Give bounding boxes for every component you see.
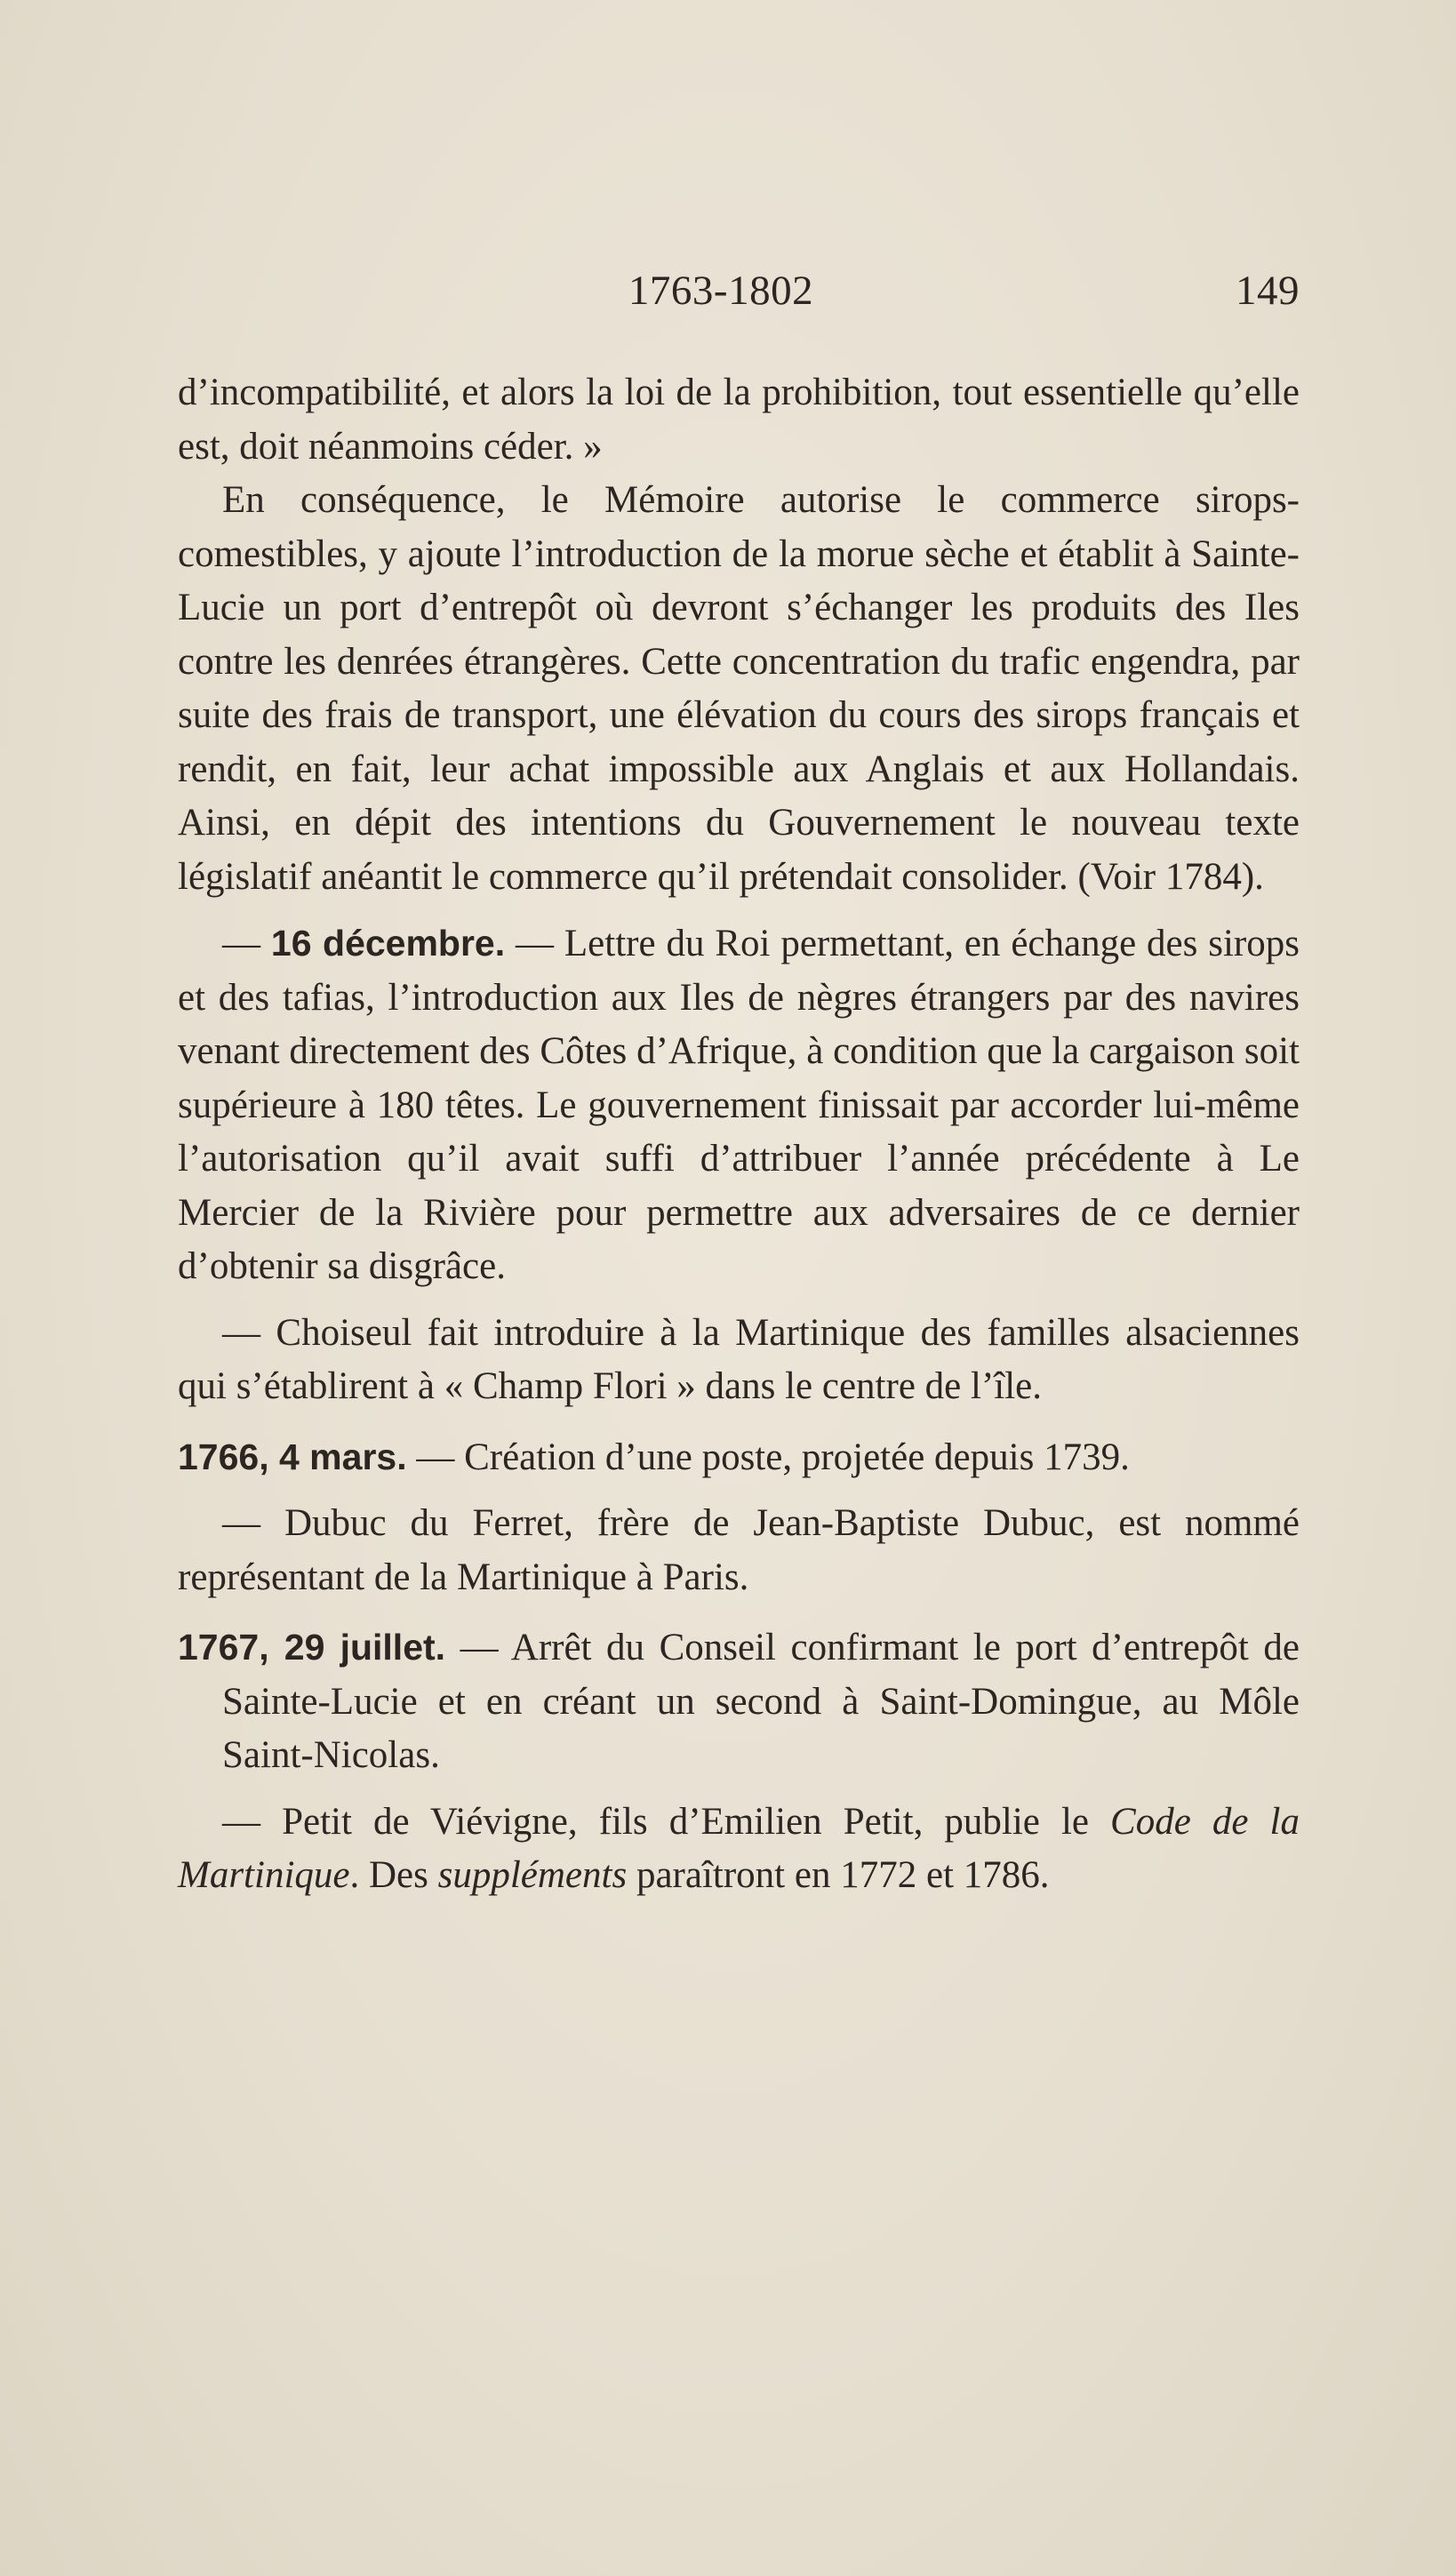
book-title-supplements: suppléments: [437, 1854, 628, 1896]
entry-dubuc: — Dubuc du Ferret, frère de Jean-Baptiste Dubuc, est nommé représentant de la Martinique à Paris.: [178, 1502, 1300, 1598]
paragraph-memoire: En conséquence, le Mémoire autorise le commerce sirops-comestibles, y ajoute l’introduction de la morue sèche et établit à Sainte-Lucie un port d’entrepôt où devront s’échanger les produits des Iles contre les denrées étrangères. Cette concentration du trafic engendra, par suite des frais de transport, une élévation du cours des sirops français et rendit, en fait, leur achat impossible aux Anglais et aux Hollandais. Ainsi, en dépit des intentions du Gouvernement le nouveau texte législatif anéantit le commerce qu’il prétendait consolider. (Voir 1784).: [178, 479, 1300, 898]
entry-dash: —: [222, 923, 271, 964]
book-title-code: Code de la Martinique: [178, 1800, 1300, 1896]
entry-choiseul: — Choiseul fait introduire à la Martinique des familles alsaciennes qui s’établirent à « Champ Flori » dans le centre de l’île.: [178, 1311, 1300, 1407]
book-page: [178, 267, 1300, 2311]
entry-date: 1766, 4 mars.: [178, 1436, 407, 1477]
body-text: [178, 366, 1300, 1903]
entry-date: 16 décembre.: [270, 923, 506, 964]
running-title: 1763-1802: [628, 268, 814, 314]
page-number: 149: [1236, 268, 1300, 314]
entry-16-decembre: [178, 916, 1300, 1294]
entry-text: — Lettre du Roi permettant, en échange des sirops et des tafias, l’introduction aux Iles de nègres étrangers par des navires venant directement des Côtes d’Afrique, à condition que la cargaison soit supérieure à 180 têtes. Le gouvernement finissait par accorder lui-même l’autorisation qu’il avait suffi d’attribuer l’année précédente à Le Mercier de la Rivière pour permettre aux adversaires de ce dernier d’obtenir sa disgrâce.: [178, 923, 1300, 1287]
entry-text-suffix: paraîtront en 1772 et 1786.: [627, 1854, 1050, 1896]
entry-text-prefix: — Petit de Viévigne, fils d’Emilien Petit, publie le: [222, 1800, 1111, 1843]
entry-text: — Arrêt du Conseil confirmant le port d’entrepôt de Sainte-Lucie et en créant un second à Saint-Domingue, au Môle Saint-Nicolas.: [222, 1627, 1300, 1776]
entry-text: — Création d’une poste, projetée depuis 1739.: [406, 1436, 1130, 1478]
entry-1767: [178, 1620, 1300, 1783]
running-head: [178, 267, 1300, 329]
entry-petit-de-vievigne: [178, 1796, 1300, 1903]
entry-text-mid: . Des: [349, 1854, 438, 1896]
entry-date: 1767, 29 juillet.: [178, 1627, 446, 1668]
entry-1766: [178, 1430, 1300, 1485]
paragraph-continuation: d’incompatibilité, et alors la loi de la prohibition, tout essentielle qu’elle est, doit néanmoins céder. »: [178, 372, 1300, 468]
